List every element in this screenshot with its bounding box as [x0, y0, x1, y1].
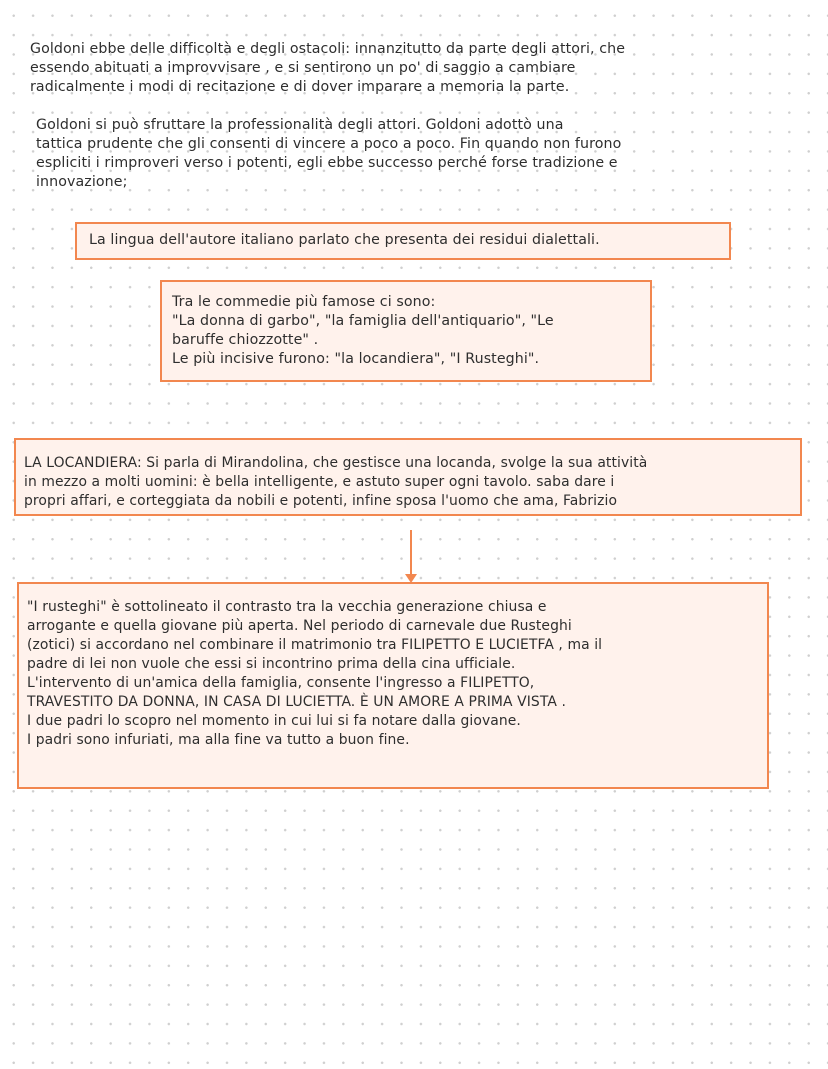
text-line: L'intervento di un'amica della famiglia, consente l'ingresso a FILIPETTO,	[27, 675, 535, 691]
text-line: LA LOCANDIERA: Si parla di Mirandolina, che gestisce una locanda, svolge la sua attività	[24, 455, 648, 471]
text-line: (zotici) si accordano nel combinare il matrimonio tra FILIPETTO E LUCIETFA , ma il	[27, 637, 603, 653]
text-line: Le più incisive furono: "la locandiera", "I Rusteghi".	[172, 351, 540, 367]
text-line: espliciti i rimproveri verso i potenti, egli ebbe successo perché forse tradizione e	[36, 155, 618, 171]
text-line: tattica prudente che gli consenti di vincere a poco a poco. Fin quando non furono	[36, 136, 622, 152]
text-line: "La donna di garbo", "la famiglia dell'antiquario", "Le	[172, 313, 554, 329]
rusteghi-box	[17, 582, 769, 789]
text-line: arrogante e quella giovane più aperta. Nel periodo di carnevale due Rusteghi	[27, 618, 572, 634]
text-line: essendo abituati a improvvisare , e si sentirono un po' di saggio a cambiare	[30, 60, 576, 76]
text-line: propri affari, e corteggiata da nobili e potenti, infine sposa l'uomo che ama, Fabrizio	[24, 493, 618, 509]
text-line: radicalmente i modi di recitazione e di dover imparare a memoria la parte.	[30, 79, 570, 95]
language-note-box	[75, 222, 731, 260]
connector-arrow-line	[410, 530, 412, 576]
intro-paragraph-2	[36, 116, 621, 192]
locandiera-box	[14, 438, 802, 516]
text-line: Goldoni ebbe delle difficoltà e degli ostacoli: innanzitutto da parte degli attori, che	[30, 41, 626, 57]
text-line: innovazione;	[36, 174, 128, 190]
text-line: Tra le commedie più famose ci sono:	[172, 294, 436, 310]
text-line: padre di lei non vuole che essi si incontrino prima della cina ufficiale.	[27, 656, 516, 672]
text-line: baruffe chiozzotte" .	[172, 332, 319, 348]
language-note-text: La lingua dell'autore italiano parlato che presenta dei residui dialettali.	[89, 232, 600, 248]
text-line: in mezzo a molti uomini: è bella intelligente, e astuto super ogni tavolo. saba dare i	[24, 474, 615, 490]
comedies-box	[160, 280, 652, 382]
intro-paragraph-1	[30, 40, 625, 97]
text-line: I padri sono infuriati, ma alla fine va tutto a buon fine.	[27, 732, 410, 748]
text-line: I due padri lo scopro nel momento in cui lui si fa notare dalla giovane.	[27, 713, 521, 729]
text-line: TRAVESTITO DA DONNA, IN CASA DI LUCIETTA. È UN AMORE A PRIMA VISTA .	[27, 694, 566, 710]
text-line: "I rusteghi" è sottolineato il contrasto tra la vecchia generazione chiusa e	[27, 599, 547, 615]
text-line: Goldoni si può sfruttare la professionalità degli attori. Goldoni adottò una	[36, 117, 564, 133]
